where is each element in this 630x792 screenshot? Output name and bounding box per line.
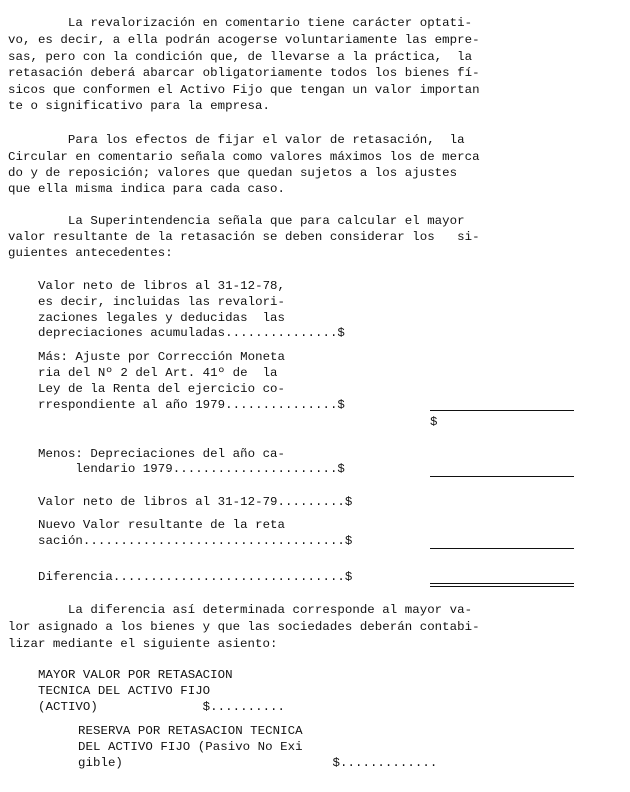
paragraph-4-line-3: lizar mediante el siguiente asiento: (8, 637, 278, 651)
schedule-valor-neto-1978-line-1: Valor neto de libros al 31-12-78, (38, 279, 286, 293)
subtotal-rule (430, 410, 574, 411)
schedule-ajuste-line-3: Ley de la Renta del ejercicio co- (38, 382, 286, 396)
diferencia-rule-1 (430, 583, 574, 584)
asiento-debit-line-1: MAYOR VALOR POR RETASACION (38, 668, 233, 682)
schedule-ajuste-line-4: rrespondiente al año 1979...............$ (38, 398, 345, 412)
schedule-ajuste-line-1: Más: Ajuste por Corrección Moneta (38, 350, 286, 364)
paragraph-2-line-2: Circular en comentario señala como valores máximos los de merca (8, 150, 480, 164)
paragraph-1-line-1: La revalorización en comentario tiene carácter optati- (8, 16, 473, 30)
paragraph-2-line-1: Para los efectos de fijar el valor de retasación, la (8, 133, 465, 147)
schedule-menos-line-2: lendario 1979......................$ (38, 462, 345, 476)
schedule-valor-neto-1978-line-3: zaciones legales y deducidas las (38, 311, 286, 325)
paragraph-2-line-4: que ella misma indica para cada caso. (8, 182, 285, 196)
asiento-credit-line-2: DEL ACTIVO FIJO (Pasivo No Exi (78, 740, 303, 754)
paragraph-1-line-2: vo, es decir, a ella podrán acogerse voluntariamente las empre- (8, 33, 480, 47)
paragraph-1-line-6: te o significativo para la empresa. (8, 99, 270, 113)
asiento-credit-line-3: gible) $............. (78, 756, 438, 770)
asiento-debit-line-2: TECNICA DEL ACTIVO FIJO (38, 684, 211, 698)
schedule-valor-neto-1978-line-2: es decir, incluidas las revalori- (38, 295, 286, 309)
paragraph-3-line-3: guientes antecedentes: (8, 246, 173, 260)
asiento-debit-line-3: (ACTIVO) $.......... (38, 700, 286, 714)
paragraph-3-line-1: La Superintendencia señala que para calcular el mayor (8, 214, 465, 228)
paragraph-2-line-3: do y de reposición; valores que quedan sujetos a los ajustes (8, 166, 458, 180)
asiento-credit-line-1: RESERVA POR RETASACION TECNICA (78, 724, 303, 738)
paragraph-4-line-2: lor asignado a los bienes y que las sociedades deberán contabi- (8, 620, 480, 634)
schedule-valor-neto-1978-line-4: depreciaciones acumuladas...............$ (38, 326, 345, 340)
paragraph-3-line-2: valor resultante de la retasación se deben considerar los si- (8, 230, 480, 244)
diferencia-rule-2 (430, 586, 574, 587)
paragraph-1-line-3: sas, pero con la condición que, de llevarse a la práctica, la (8, 50, 473, 64)
schedule-nuevo-valor-line-1: Nuevo Valor resultante de la reta (38, 518, 286, 532)
schedule-valor-neto-1979: Valor neto de libros al 31-12-79.........$ (38, 495, 353, 509)
paragraph-1-line-4: retasación deberá abarcar obligatoriamente todos los bienes fí- (8, 66, 480, 80)
schedule-menos-line-1: Menos: Depreciaciones del año ca- (38, 447, 286, 461)
paragraph-4-line-1: La diferencia así determinada corresponde al mayor va- (8, 603, 473, 617)
schedule-ajuste-line-2: ria del Nº 2 del Art. 41º de la (38, 366, 278, 380)
schedule-nuevo-valor-line-2: sación...................................$ (38, 534, 353, 548)
paragraph-1-line-5: sicos que conformen el Activo Fijo que tengan un valor importan (8, 83, 480, 97)
menos-rule (430, 476, 574, 477)
nuevo-valor-rule (430, 548, 574, 549)
schedule-subtotal: $ (430, 415, 438, 429)
schedule-diferencia: Diferencia...............................$ (38, 570, 353, 584)
